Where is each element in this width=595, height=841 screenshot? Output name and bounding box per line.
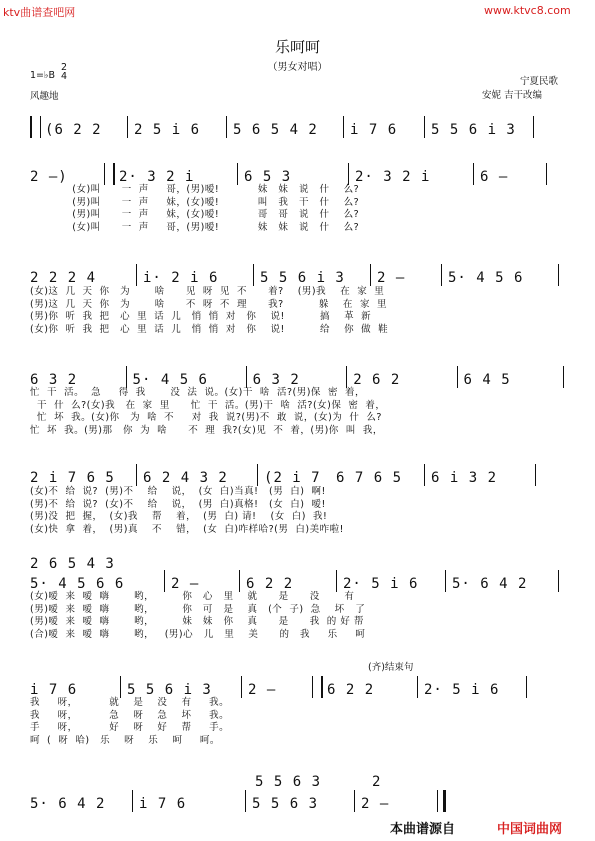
barline <box>346 366 347 388</box>
measure: 2· 3 2 i <box>355 169 431 185</box>
measure: 6 7 6 5 <box>336 470 403 486</box>
measure: 2 —) <box>30 169 68 185</box>
time-denominator: 4 <box>61 71 68 82</box>
key-label: 1=♭B <box>30 70 56 81</box>
measure: 2· 5 i 6 <box>424 682 500 698</box>
measure: i 7 6 <box>139 796 187 812</box>
harmony-line: 2 6 5 4 3 <box>30 556 115 572</box>
measure: 6 3 2 <box>30 372 78 388</box>
barline <box>457 366 458 388</box>
measure: 5· 6 4 2 <box>452 576 528 592</box>
measure: i· 2 i 6 <box>143 270 219 286</box>
measure: 5 5 6 i 3 <box>260 270 345 286</box>
barline <box>127 116 128 138</box>
barline <box>533 116 534 138</box>
song-subtitle: （男女对唱） <box>267 62 328 73</box>
measure: 6 2 2 <box>327 682 375 698</box>
tempo-style: 风趣地 <box>30 91 59 102</box>
barline <box>526 676 527 698</box>
measure: 5 5 6 i 3 <box>431 122 516 138</box>
measure: 2 6 2 <box>353 372 401 388</box>
barline <box>558 264 559 286</box>
barline <box>424 464 425 486</box>
ending-label: (齐)结束句 <box>368 662 414 673</box>
measure: 2· 5 i 6 <box>343 576 419 592</box>
score-row-6 <box>30 570 570 592</box>
score-row-7 <box>30 676 570 698</box>
measure: 2· 3 2 i <box>119 169 195 185</box>
measure: 2 — <box>361 796 390 812</box>
footer-source-label: 本曲谱源自 <box>390 822 456 837</box>
measure: 5· 6 4 2 <box>30 796 106 812</box>
score-row-5 <box>30 464 570 486</box>
score-row-8 <box>30 790 570 812</box>
repeat-bar <box>104 163 115 185</box>
harmony-line-ending-final: 2 <box>372 774 382 790</box>
final-barline <box>437 790 446 812</box>
measure: 5 6 5 4 2 <box>233 122 318 138</box>
barline <box>535 464 536 486</box>
measure: 6 i 3 2 <box>431 470 498 486</box>
measure: i 7 6 <box>350 122 398 138</box>
lyrics-block-4: (女)不 给 说? (男)不 给 说， (女 白)当真! (男 白) 啊! (男)不 给 说? (女)不 给 说， (男 白)真格! (女 白) 嗳! (男)没 把 握， (女)我 帮 着， (男 白) 请! (女 白) 我! (女)快 拿 着， (男)真 不 错， (女 白)咋样哈?(男 白)美咋啦! <box>30 486 344 535</box>
barline <box>226 116 227 138</box>
measure: 2 5 i 6 <box>134 122 201 138</box>
barline <box>136 464 137 486</box>
barline <box>239 570 240 592</box>
measure: 6 5 3 <box>244 169 292 185</box>
measure: (2 i 7 <box>264 470 321 486</box>
measure: 2 i 7 6 5 <box>30 470 115 486</box>
repeat-end-sign <box>312 676 323 698</box>
measure: 6 2 2 <box>246 576 294 592</box>
barline <box>126 366 127 388</box>
score-row-3 <box>30 264 570 286</box>
watermark-right: www.ktvc8.com <box>484 4 571 17</box>
footer-source-site: 中国词曲网 <box>497 822 563 837</box>
barline <box>253 264 254 286</box>
measure: 5· 4 5 6 <box>132 372 208 388</box>
barline <box>336 570 337 592</box>
score-row-1 <box>30 116 570 138</box>
measure: 2 2 2 4 <box>30 270 97 286</box>
barline <box>546 163 547 185</box>
barline <box>348 163 349 185</box>
barline <box>246 366 247 388</box>
barline <box>120 676 121 698</box>
key-signature <box>30 70 55 81</box>
barline <box>445 570 446 592</box>
credit-arranger: 安妮 吉干改编 <box>482 90 543 101</box>
watermark-left: ktv曲谱查吧网 <box>3 6 76 19</box>
lyrics-block-1: (女)叫 一 声 哥，(男)嗳! 妹 妹 说 什 么? (男)叫 一 声 妹，(女)嗳! 叫 我 干 什 么? (男)叫 一 声 妹，(女)嗳! 哥 哥 说 什 么? (女)叫 一 声 哥，(男)嗳! 妹 妹 说 什 么? <box>72 184 360 233</box>
barline <box>441 264 442 286</box>
time-signature <box>61 63 67 81</box>
measure: 6 4 5 <box>463 372 511 388</box>
barline <box>563 366 564 388</box>
lyrics-block-3: 忙 干 活。 急 得 我 没 法 说。(女)干 啥 活?(男)保 密 着， 干 什 么?(女)我 在 家 里 忙 干 活。(男)干 啥 活?(女)保 密 着， 忙 坏 我。(女)你 为 啥 不 对 我 说?(男)不 敢 说，(女)为 什 么? 忙 坏 我。(男)那 你 为 啥 不 理 我?(女)见 不 着，(男)你 叫 我， <box>30 387 386 436</box>
barline <box>473 163 474 185</box>
measure: 2 — <box>171 576 200 592</box>
barline <box>417 676 418 698</box>
repeat-start-sign <box>30 116 41 138</box>
barline <box>136 264 137 286</box>
barline <box>424 116 425 138</box>
barline <box>558 570 559 592</box>
measure: (6 2 2 <box>45 122 102 138</box>
measure: i 7 6 <box>30 682 78 698</box>
harmony-line-ending: 5 5 6 3 <box>255 774 322 790</box>
barline <box>164 570 165 592</box>
lyrics-block-2: (女)这 几 天 你 为 啥 见 呀 见 不 着? (男)我 在 家 里 (男)这 几 天 你 为 啥 不 呀 不 理 我? 躲 在 家 里 (男)你 听 我 把 心 里 话 儿 悄 悄 对 你 说! 搞 革 新 (女)你 听 我 把 心 里 话 儿 悄 悄 对 你 说! 给 你 做 鞋 <box>30 286 389 335</box>
lyrics-block-6: 我 呀， 就 是 没 有 我。 我 呀， 急 呀 急 坏 我。 手 呀， 好 呀 好 帮 手。 呵 ( 呀 哈) 乐 呀 乐 呵 呵。 <box>30 697 230 746</box>
measure: 5 5 6 3 <box>252 796 319 812</box>
time-numerator: 2 <box>61 62 68 73</box>
barline <box>370 264 371 286</box>
measure: 2 — <box>248 682 277 698</box>
credit-origin: 宁夏民歌 <box>520 76 559 87</box>
barline <box>245 790 246 812</box>
score-row-2 <box>30 163 570 185</box>
measure: 2 — <box>377 270 406 286</box>
barline <box>343 116 344 138</box>
measure: 5 5 6 i 3 <box>127 682 212 698</box>
measure: 5· 4 5 6 6 <box>30 576 125 592</box>
lyrics-block-5: (女)嗳 来 嗳 嗨 哟， 你 心 里 就 是 没 有 (男)嗳 来 嗳 嗨 哟， 你 可 是 真 (个 子) 急 坏 了 (男)嗳 来 嗳 嗨 哟， 妹 妹 你 真 是 我 的 好 帮 (合)嗳 来 嗳 嗨 哟， (男)心 儿 里 美 的 我 乐 呵 <box>30 591 366 640</box>
measure: 6 2 4 3 2 <box>143 470 228 486</box>
song-title: 乐呵呵 <box>274 38 320 56</box>
barline <box>241 676 242 698</box>
barline <box>132 790 133 812</box>
barline <box>237 163 238 185</box>
measure: 6 — <box>480 169 509 185</box>
barline <box>257 464 258 486</box>
measure: 6 3 2 <box>252 372 300 388</box>
measure: 5· 4 5 6 <box>448 270 524 286</box>
barline <box>354 790 355 812</box>
score-row-4 <box>30 366 570 388</box>
